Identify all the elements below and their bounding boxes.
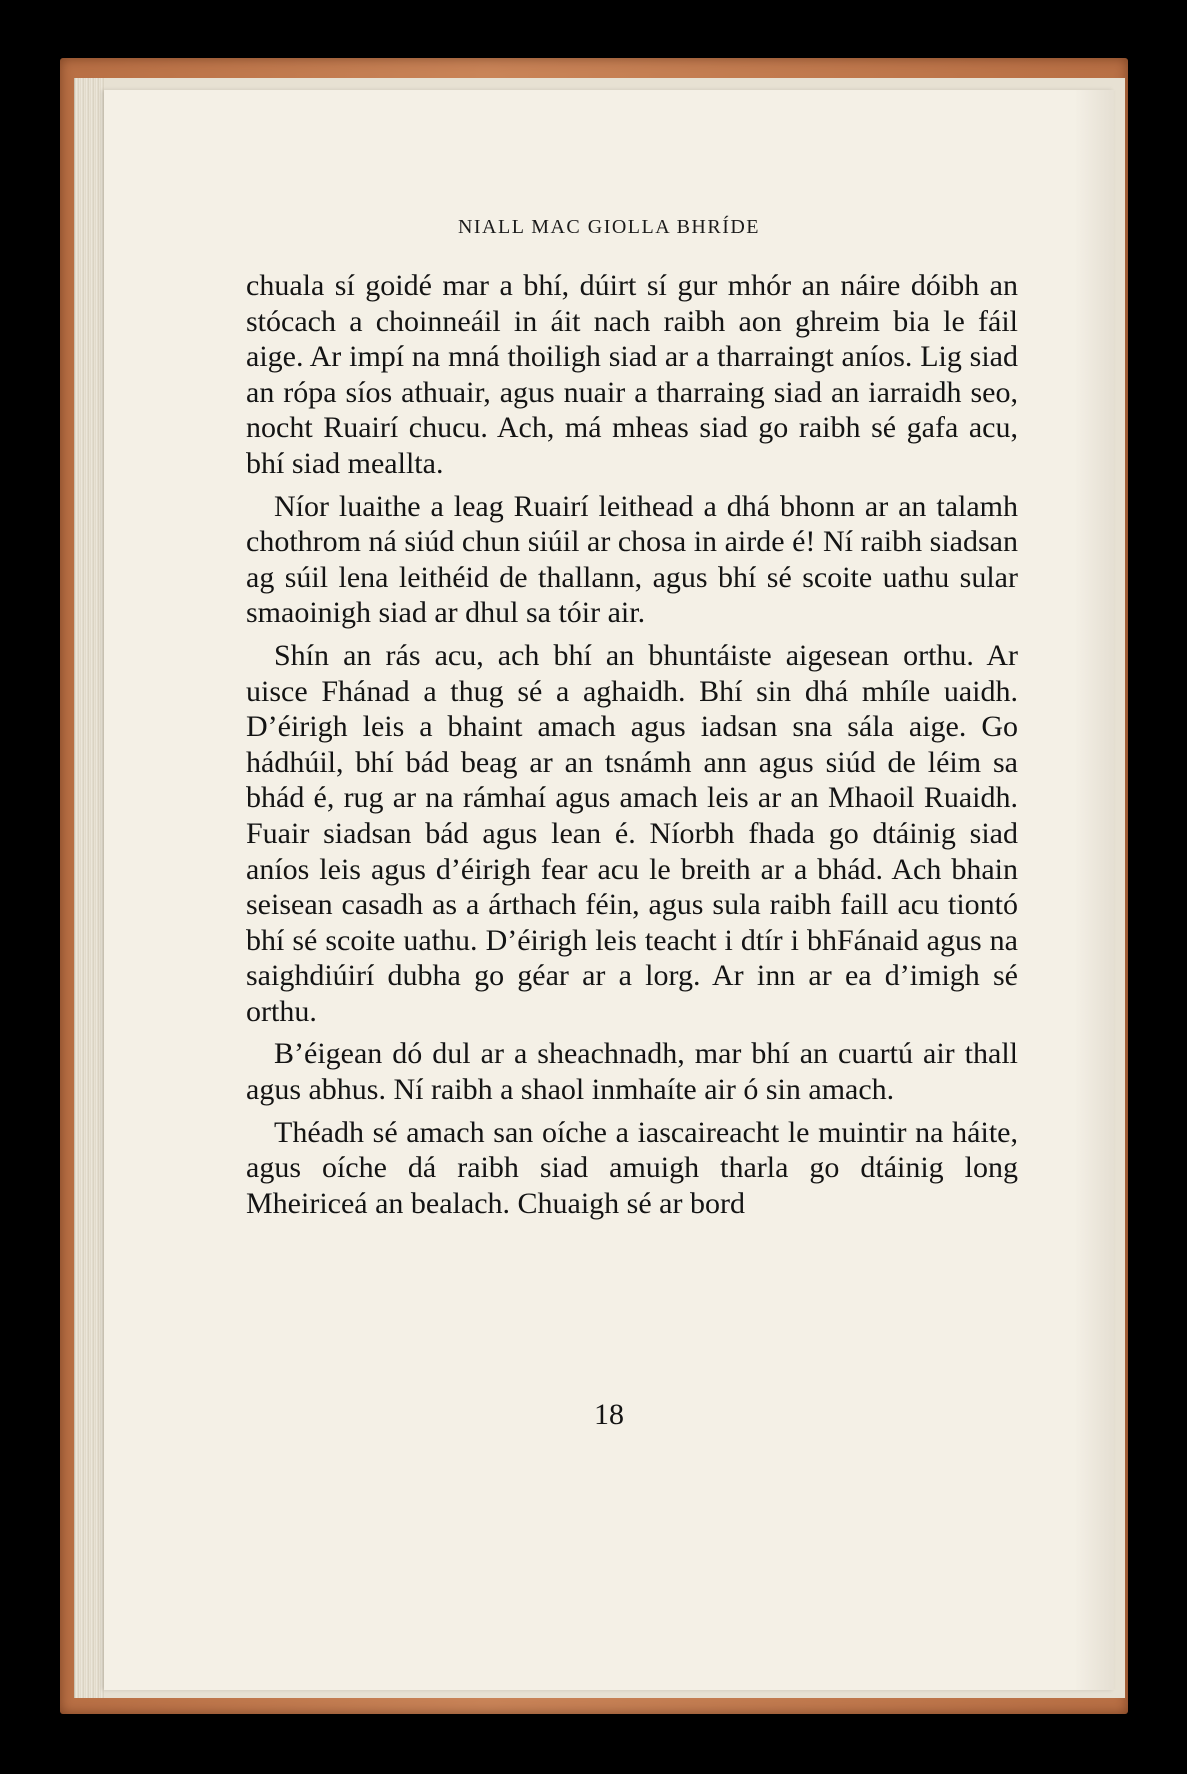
paragraph-3: Shín an rás acu, ach bhí an bhuntáiste aigesean orthu. Ar uisce Fhánad a thug sé a aghaidh. Bhí sin dhá mhíle uaidh. D’éirigh leis a bhaint amach agus iadsan sna sála aige. Go hádhúil, bhí bád beag ar an tsnámh ann agus siúd de léim sa bhád é, rug ar na rámhaí agus amach leis ar an Mhaoil Ruaidh. Fuair siadsan bád agus lean é. Níorbh fhada go dtáinig siad aníos leis agus d’éirigh fear acu le breith ar a bhád. Ach bhain seisean casadh as a árthach féin, agus sula raibh faill acu tiontó bhí sé scoite uathu. D’éirigh leis teacht i dtír i bhFánaid agus na saighdiúirí dubha go géar ar a lorg. Ar inn ar ea d’imigh sé orthu. xyxy=(246,638,1018,1028)
paragraph-5: Théadh sé amach san oíche a iascaireacht le muintir na háite, agus oíche dá raibh siad amuigh tharla go dtáinig long Mheiriceá an bealach. Chuaigh sé ar bord xyxy=(246,1115,1018,1220)
book-page xyxy=(104,90,1114,1690)
paragraph-1: chuala sí goidé mar a bhí, dúirt sí gur mhór an náire dóibh an stócach a choinneáil in áit nach raibh aon ghreim bia le fáil aige. Ar impí na mná thoiligh siad ar a tharraingt aníos. Lig siad an rópa síos athuair, agus nuair a tharraing siad an iarraidh seo, nocht Ruairí chucu. Ach, má mheas siad go raibh sé gafa acu, bhí siad meallta. xyxy=(246,269,1018,480)
paragraph-2: Níor luaithe a leag Ruairí leithead a dhá bhonn ar an talamh chothrom ná siúd chun siúil ar chosa in airde é! Ní raibh siadsan ag súil lena leithéid de thallann, agus bhí sé scoite uathu sular smaoinigh siad ar dhul sa tóir air. xyxy=(246,489,1018,630)
running-head: NIALL MAC GIOLLA BHRÍDE xyxy=(457,216,761,238)
body-text xyxy=(246,268,1018,1221)
paragraph-4: B’éigean dó dul ar a sheachnadh, mar bhí an cuartú air thall agus abhus. Ní raibh a shaol inmhaíte air ó sin amach. xyxy=(246,1037,1018,1107)
page-number: 18 xyxy=(594,1398,624,1431)
